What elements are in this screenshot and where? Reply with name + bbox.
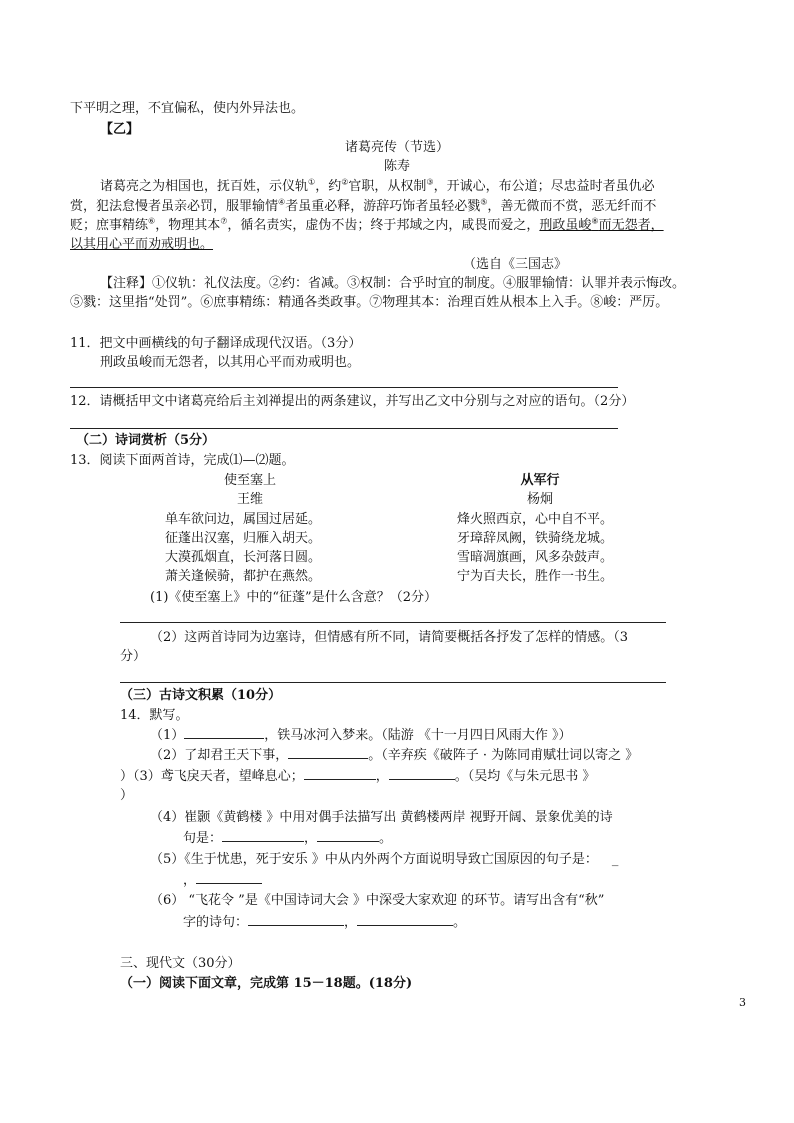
question-12: 12．请概括甲文中诸葛亮给后主刘禅提出的两条建议，并写出乙文中分别与之对应的语句。（2分）	[70, 394, 635, 409]
question-14-5: （5）《生于忧患，死于安乐 》中从内外两个方面说明导致亡国原因的句子是： _	[150, 852, 619, 867]
passage-line-3: 贬；庶事精练⑥，物理其本⑦，循名责实，虚伪不齿；终于邦域之内，咸畏而爱之，刑政虽峻⑧而无怨者，	[70, 216, 664, 233]
section-3-title: （三）古诗文积累（10分）	[120, 688, 282, 703]
question-14-1: （1） ，铁马冰河入梦来。（陆游 《十一月四日风雨大作 》）	[150, 728, 572, 743]
question-14-4-cont: 句是： ， 。	[183, 831, 393, 846]
answer-line-12[interactable]	[70, 428, 618, 429]
poem-1-title: 使至塞上	[223, 473, 276, 488]
question-14-6: （6） “飞花令 ”是《中国诗词大会 》中深受大家欢迎 的环节。请写出含有“秋”	[150, 893, 605, 908]
poem-1-line: 萧关逢候骑，都护在燕然。	[165, 569, 322, 584]
question-14: 14．默写。	[120, 708, 189, 723]
page-number: 3	[739, 996, 746, 1009]
answer-line-11[interactable]	[70, 387, 618, 388]
poem-2-author: 杨炯	[526, 492, 553, 507]
question-14-3-cont: ）	[120, 788, 134, 803]
poem-2-line: 牙璋辞凤阙，铁骑绕龙城。	[457, 531, 614, 546]
part-3-title: 三、现代文（30分）	[120, 956, 241, 971]
passage-author: 陈寿	[383, 159, 410, 174]
notes-line-1: 【注释】①仪轨：礼仪法度。②约：省减。③权制：合乎时宜的制度。④服罪输情：认罪并表示悔改。	[100, 276, 686, 291]
blank[interactable]	[389, 767, 455, 780]
passage-line-1: 诸葛亮之为相国也，抚百姓，示仪轨①，约②官职，从权制③，开诚心，布公道；尽忠益时者虽仇必	[100, 177, 655, 194]
question-13-2: （2）这两首诗同为边塞诗，但情感有所不同，请简要概括各抒发了怎样的情感。（3	[150, 630, 629, 645]
blank[interactable]	[357, 913, 453, 926]
blank[interactable]	[304, 767, 376, 780]
blank[interactable]	[317, 829, 379, 842]
poem-1-line: 单车欲问边，属国过居延。	[165, 512, 322, 527]
question-13-1: (1)《使至塞上》中的“征蓬”是什么含意？（2分）	[150, 590, 437, 605]
poem-1-author: 王维	[236, 492, 263, 507]
answer-line-13-2[interactable]	[120, 682, 666, 683]
poem-2-line: 宁为百夫长，胜作一书生。	[457, 569, 614, 584]
answer-line-13-1[interactable]	[120, 622, 666, 623]
question-14-6-cont: 字的诗句： ， 。	[183, 915, 467, 930]
passage-title: 诸葛亮传（节选）	[344, 140, 449, 155]
question-14-2: （2）了却君王天下事， 。（辛弃疾《破阵子 · 为陈同甫赋壮词以寄之 》	[150, 748, 639, 763]
blank[interactable]	[196, 871, 262, 884]
poem-1-line: 大漠孤烟直，长河落日圆。	[165, 550, 322, 565]
blank[interactable]	[288, 746, 368, 759]
poem-1-line: 征蓬出汉塞，归雁入胡天。	[165, 531, 322, 546]
underlined-sentence-part2: 以其用心平而劝戒明也。	[70, 237, 214, 252]
poem-2-line: 烽火照西京，心中自不平。	[457, 512, 614, 527]
question-14-5-cont: ，	[183, 871, 262, 890]
section-2-title: （二）诗词赏析（5分）	[76, 433, 216, 448]
question-14-4: （4）崔颢《黄鹤楼 》中用对偶手法描写出 黄鹤楼两岸 视野开阔、景象优美的诗	[150, 810, 613, 825]
poem-2-line: 雪暗凋旗画，风多杂鼓声。	[457, 550, 614, 565]
question-11: 11．把文中画横线的句子翻译成现代汉语。（3分）	[70, 336, 362, 351]
blank[interactable]	[248, 913, 344, 926]
question-13: 13．阅读下面两首诗，完成⑴—⑵题。	[70, 453, 295, 468]
question-13-2-cont: 分）	[120, 649, 147, 664]
passage-source: （选自《三国志》	[463, 257, 568, 272]
question-14-3: ）（3）鸢飞戾天者，望峰息心； ， 。（吴均《与朱元思书 》	[120, 769, 596, 784]
passage-line-2: 赏，犯法怠慢者虽亲必罚，服罪输情④者虽重必释，游辞巧饰者虽轻必戮⑤，善无微而不赏，恶无纤而不	[70, 197, 657, 214]
section-label-yi: 【乙】	[100, 122, 140, 137]
continued-text: 下平明之理，不宜偏私，使内外异法也。	[70, 101, 305, 116]
blank[interactable]	[184, 726, 264, 739]
blank[interactable]	[222, 829, 304, 842]
poem-2-title: 从军行	[520, 473, 560, 488]
part-3-subtitle: （一）阅读下面文章，完成第 15－18题。(18分)	[120, 976, 413, 991]
underlined-sentence-part1: 刑政虽峻⑧而无怨者，	[539, 216, 664, 233]
question-11-sentence: 刑政虽峻而无怨者，以其用心平而劝戒明也。	[100, 355, 361, 370]
notes-line-2: ⑤戮：这里指“处罚”。⑥庶事精练：精通各类政事。⑦物理其本：治理百姓从根本上入手。⑧峻：严厉。	[70, 295, 669, 310]
